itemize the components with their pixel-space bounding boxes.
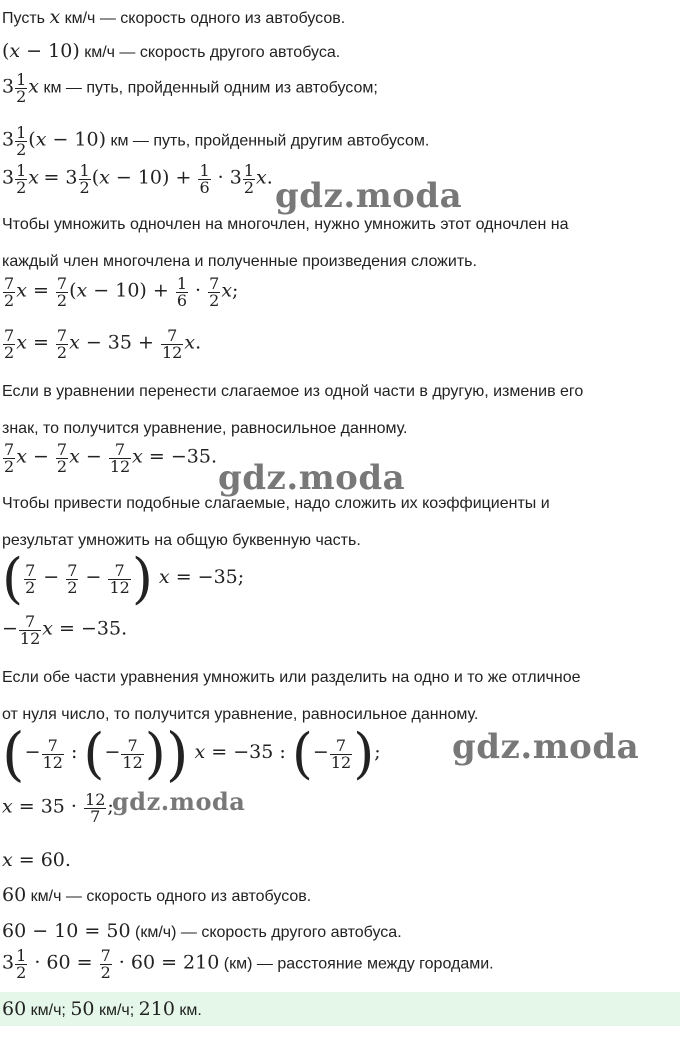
equation-4: $\frac{7}{2}$ x − $\frac{7}{2}$ x − $\frac{7}{12}$ x = −35. (4, 440, 218, 476)
text-km: (км) (223, 955, 253, 973)
text-result-first: км/ч — скорость одного из автобусов. (30, 888, 312, 905)
text-rule-like-terms: Чтобы привести подобные слагаемые, надо сложить их коэффициенты и (2, 495, 550, 512)
answer-unit-3: км. (179, 1002, 202, 1019)
text-distance: — расстояние между городами. (256, 955, 494, 973)
watermark-3: gdz.moda (452, 727, 640, 767)
equation-7: (− $\frac{7}{12}$ : (− $\frac{7}{12}$ )) x = −35 : (− $\frac{7}{12}$ ); (2, 720, 381, 788)
text-path-second: км — путь, пройденный другим автобусом. (110, 132, 430, 150)
text-let: Пусть (2, 10, 45, 27)
answer-unit-1: км/ч; (30, 1002, 66, 1019)
text-rule-multiply-2: от нуля число, то получится уравнение, равносильное данному. (2, 706, 479, 723)
answer-line (2, 1000, 202, 1019)
text-speed-second: км/ч — скорость другого автобуса. (84, 44, 341, 61)
equation-1: 3 $\frac{1}{2}$ x = 3 $\frac{1}{2}$ (x − 10) + $\frac{1}{6}$ · 3 $\frac{1}{2}$ x. (2, 161, 273, 197)
text-rule-monomial-2: каждый член многочлена и полученные произведения сложить. (2, 253, 477, 270)
text-rule-transfer-2: знак, то получится уравнение, равносильное данному. (2, 420, 408, 437)
text-speed-first: км/ч — скорость одного из автобусов. (64, 10, 346, 27)
text-rule-like-terms-2: результат умножить на общую буквенную часть. (2, 532, 361, 549)
answer-value-1: 60 (2, 998, 27, 1020)
line-4: 3 $\frac{1}{2}$ (x − 10) км — путь, пройденный другим автобусом. (2, 123, 430, 159)
equation-8: x = 35 · $\frac{12}{7}$ ; (2, 790, 114, 826)
equation-3: $\frac{7}{2}$ x = $\frac{7}{2}$ x − 35 + $\frac{7}{12}$ x. (4, 326, 202, 362)
line-23: 60 − 10 = 50 (км/ч) — скорость другого автобуса. (2, 920, 402, 942)
text-path-first: км — путь, пройденный одним из автобусом; (43, 79, 378, 97)
text-rule-transfer: Если в уравнении перенести слагаемое из одной части в другую, изменив его (2, 383, 584, 400)
answer-unit-2: км/ч; (98, 1002, 135, 1019)
answer-box (0, 992, 680, 1026)
line-3: 3 $\frac{1}{2}$ x км — путь, пройденный одним из автобусом; (2, 70, 378, 106)
watermark-1: gdz.moda (275, 176, 463, 216)
text-rule-monomial: Чтобы умножить одночлен на многочлен, нужно умножить этот одночлен на (2, 216, 569, 233)
text-rule-multiply: Если обе части уравнения умножить или разделить на одно и то же отличное (2, 669, 581, 686)
text-result-second: (км/ч) — скорость другого автобуса. (134, 924, 402, 941)
answer-value-3: 210 (138, 998, 175, 1020)
answer-value-2: 50 (70, 998, 95, 1020)
equation-9: x = 60. (2, 849, 71, 871)
equation-2: $\frac{7}{2}$ x = $\frac{7}{2}$ (x − 10) + $\frac{1}{6}$ · $\frac{7}{2}$ x; (4, 274, 239, 310)
line-22: 60 км/ч — скорость одного из автобусов. (2, 884, 312, 906)
equation-5: ( $\frac{7}{2}$ − $\frac{7}{2}$ − $\frac{7}{12}$ ) x = −35; (2, 547, 245, 610)
line-1: Пусть x км/ч — скорость одного из автобусов. (2, 6, 346, 28)
equation-6: − $\frac{7}{12}$ x = −35. (2, 612, 128, 648)
watermark-2: gdz.moda (218, 458, 406, 498)
line-2: (x − 10) км/ч — скорость другого автобуса. (2, 40, 341, 62)
line-24: 3 $\frac{1}{2}$ · 60 = $\frac{7}{2}$ · 60 = 210 (км) — расстояние между городами. (2, 946, 494, 982)
watermark-4: gdz.moda (112, 787, 246, 816)
